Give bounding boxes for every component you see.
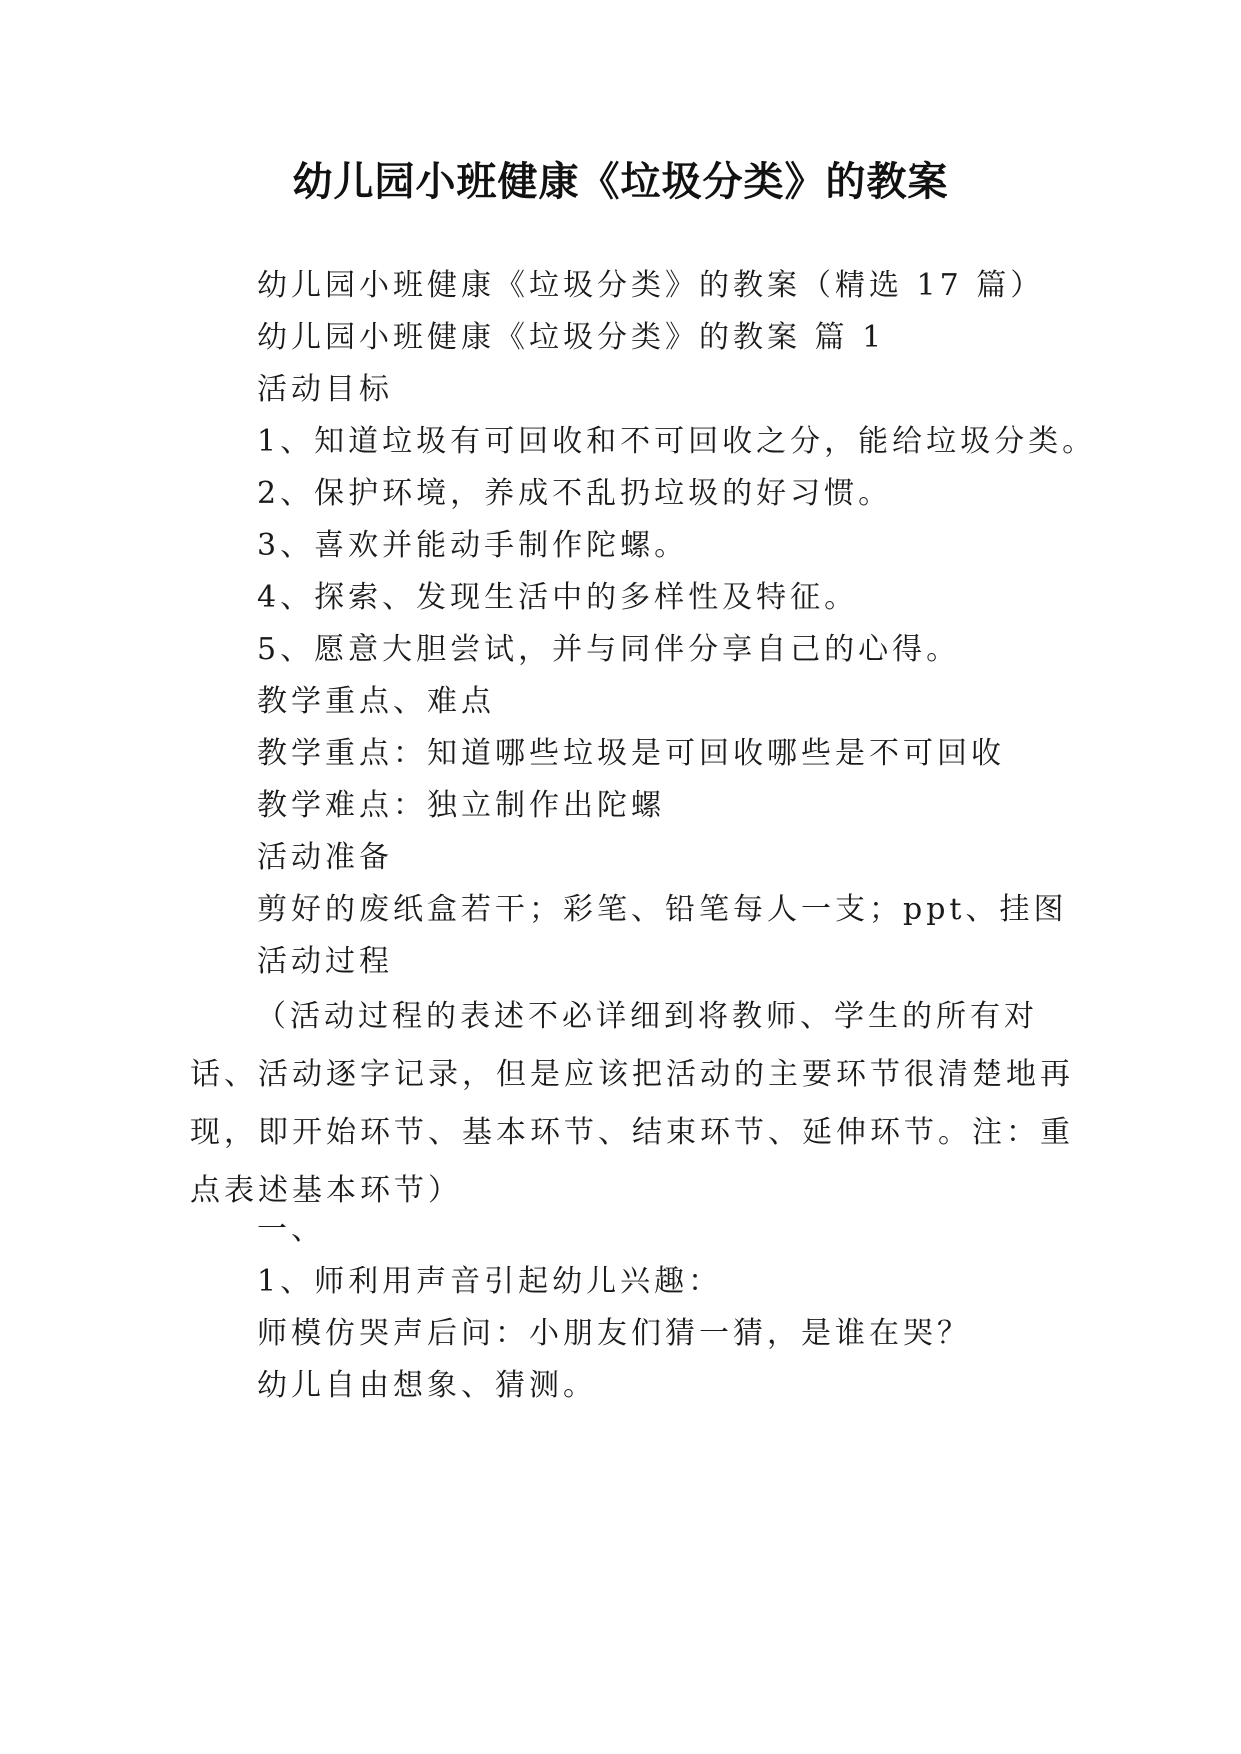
step-one-item: 1、师利用声音引起幼儿兴趣： xyxy=(257,1264,723,1299)
document-title: 幼儿园小班健康《垃圾分类》的教案 xyxy=(292,159,949,205)
goal-item: 4、探索、发现生活中的多样性及特征。 xyxy=(257,580,859,615)
document-subtitle: 幼儿园小班健康《垃圾分类》的教案（精选 17 篇） xyxy=(257,268,1045,303)
step-one-item: 幼儿自由想象、猜测。 xyxy=(257,1368,597,1403)
goal-item: 5、愿意大胆尝试，并与同伴分享自己的心得。 xyxy=(257,632,961,667)
process-note: （活动过程的表述不必详细到将教师、学生的所有对话、活动逐字记录，但是应该把活动的主要环节很清楚地再现，即开始环节、基本环节、结束环节、延伸环节。注：重点表述基本环节） xyxy=(190,999,1074,1208)
step-one-item: 师模仿哭声后问：小朋友们猜一猜，是谁在哭？ xyxy=(257,1316,971,1351)
prep-heading: 活动准备 xyxy=(257,840,393,875)
prep-text: 剪好的废纸盒若干；彩笔、铅笔每人一支；ppt、挂图 xyxy=(257,892,1068,927)
goal-item: 3、喜欢并能动手制作陀螺。 xyxy=(257,528,689,563)
section-heading: 幼儿园小班健康《垃圾分类》的教案 篇 1 xyxy=(257,320,886,355)
focus-heading: 教学重点、难点 xyxy=(257,684,495,719)
goal-item: 2、保护环境，养成不乱扔垃圾的好习惯。 xyxy=(257,476,893,511)
focus-key: 教学重点：知道哪些垃圾是可回收哪些是不可回收 xyxy=(257,736,1005,771)
goals-heading: 活动目标 xyxy=(257,372,393,407)
goal-item: 1、知道垃圾有可回收和不可回收之分，能给垃圾分类。 xyxy=(257,424,1097,459)
process-note-paragraph xyxy=(190,988,1090,1220)
focus-difficult: 教学难点：独立制作出陀螺 xyxy=(257,788,665,823)
process-heading: 活动过程 xyxy=(257,944,393,979)
step-one-heading: 一、 xyxy=(257,1212,325,1247)
